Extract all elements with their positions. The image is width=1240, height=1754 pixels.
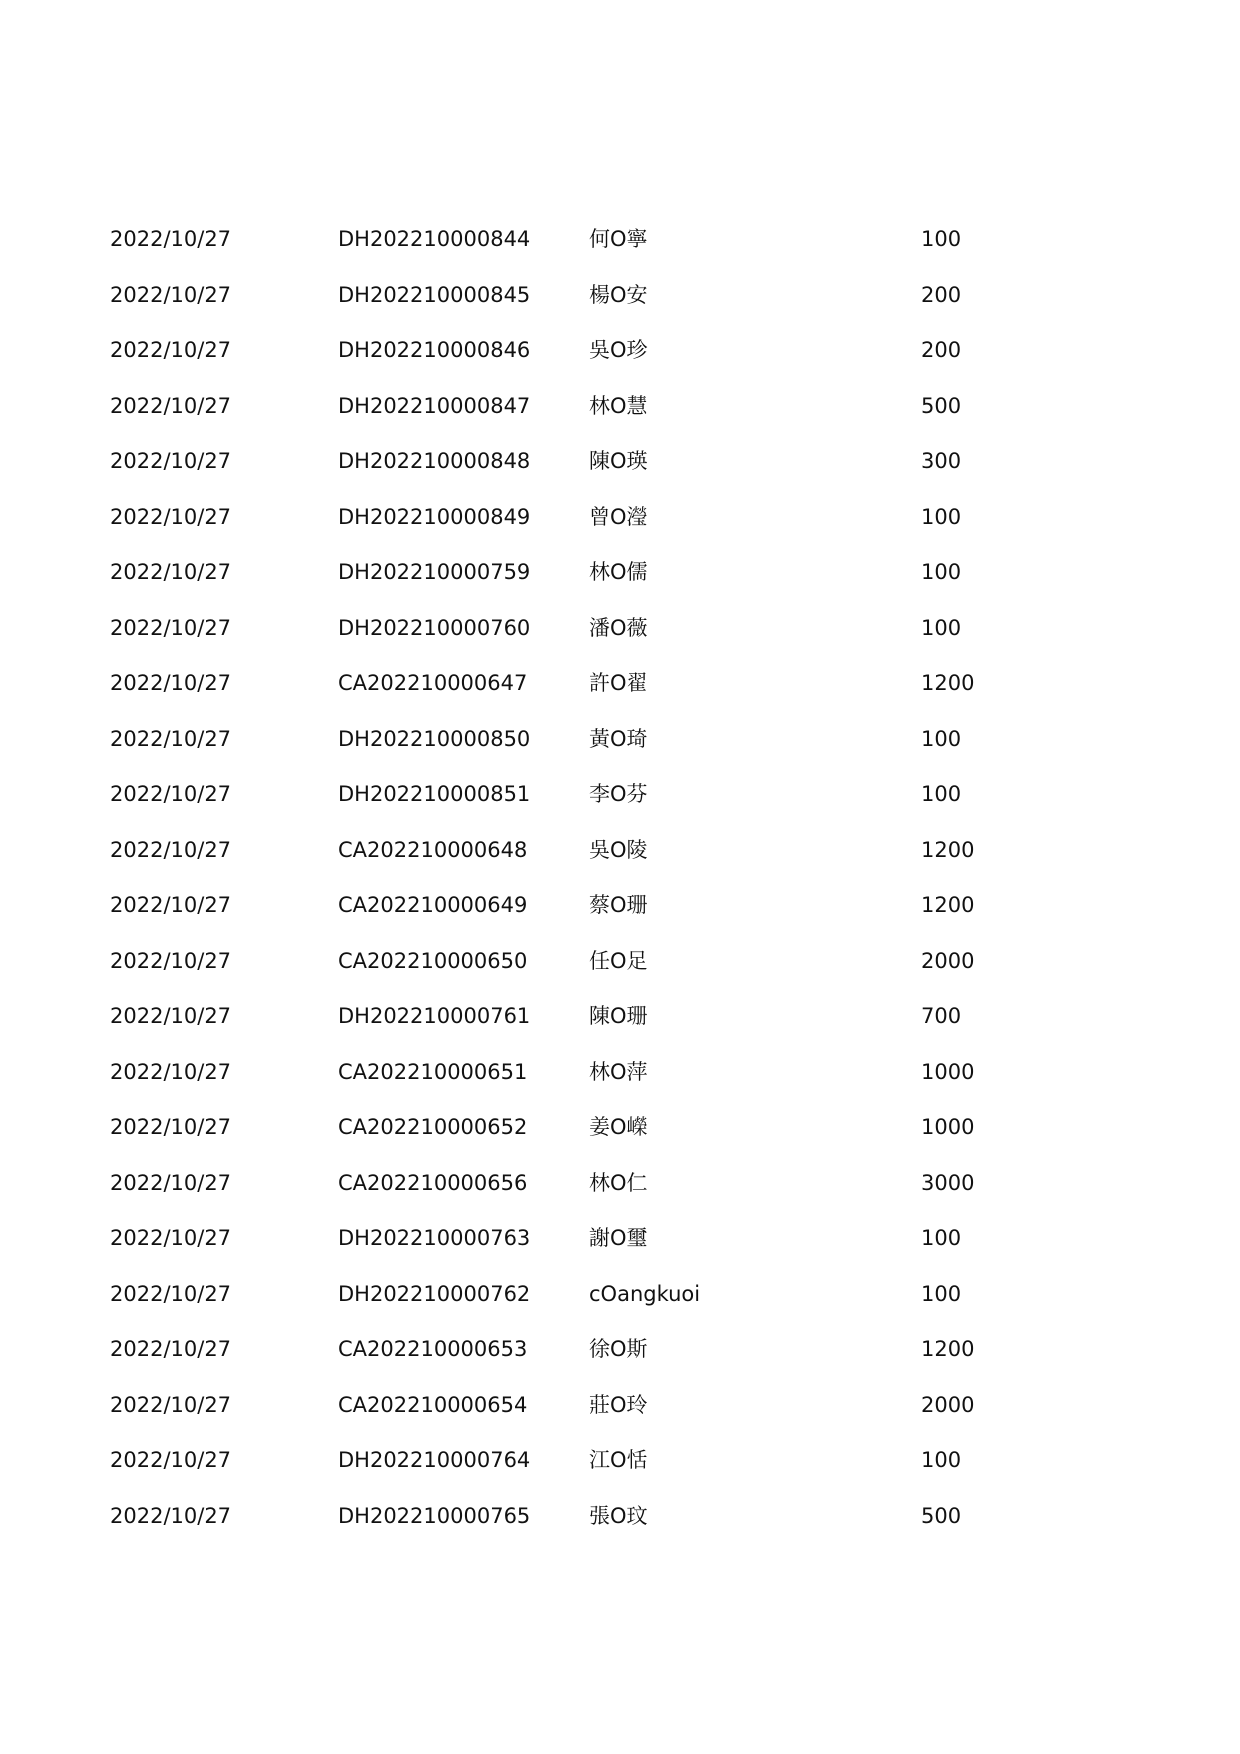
date-cell: 2022/10/27: [110, 1059, 232, 1084]
table-row: [110, 323, 1010, 379]
receipt-id-cell: CA202210000649: [338, 893, 528, 917]
table-row: [110, 712, 1010, 768]
receipt-id-cell: DH202210000760: [338, 615, 531, 640]
name-cell: 林O慧: [589, 393, 648, 418]
table-row: [110, 1489, 1010, 1545]
amount-cell: 1200: [921, 1337, 975, 1361]
date-cell: 2022/10/27: [110, 671, 232, 695]
date-cell: 2022/10/27: [110, 948, 232, 973]
amount-cell: 2000: [921, 1392, 975, 1417]
table-row: [110, 601, 1010, 657]
receipt-id-cell: DH202210000763: [338, 1226, 531, 1250]
table-row: [110, 656, 1010, 712]
receipt-id-cell: DH202210000844: [338, 227, 531, 251]
date-cell: 2022/10/27: [110, 282, 232, 307]
amount-cell: 100: [921, 1448, 962, 1472]
amount-cell: 100: [921, 615, 962, 640]
amount-cell: 1200: [921, 893, 975, 917]
donation-table: [110, 212, 1010, 1544]
amount-cell: 100: [921, 782, 962, 806]
date-cell: 2022/10/27: [110, 782, 232, 806]
table-row: [110, 212, 1010, 268]
name-cell: 陳O瑛: [589, 449, 648, 473]
amount-cell: 700: [921, 1004, 962, 1028]
table-row: [110, 823, 1010, 879]
table-row: [110, 379, 1010, 435]
receipt-id-cell: CA202210000651: [338, 1059, 528, 1084]
name-cell: 林O仁: [589, 1170, 648, 1195]
table-row: [110, 934, 1010, 990]
table-row: [110, 767, 1010, 823]
amount-cell: 100: [921, 227, 962, 251]
receipt-id-cell: DH202210000762: [338, 1281, 531, 1306]
receipt-id-cell: CA202210000654: [338, 1392, 528, 1417]
table-row: [110, 989, 1010, 1045]
receipt-id-cell: CA202210000656: [338, 1170, 528, 1195]
table-row: [110, 1045, 1010, 1101]
date-cell: 2022/10/27: [110, 1337, 232, 1361]
date-cell: 2022/10/27: [110, 1448, 232, 1472]
amount-cell: 500: [921, 393, 962, 418]
name-cell: 李O芬: [589, 782, 648, 806]
date-cell: 2022/10/27: [110, 1170, 232, 1195]
name-cell: 黃O琦: [589, 726, 648, 751]
table-row: [110, 1378, 1010, 1434]
table-row: [110, 490, 1010, 546]
date-cell: 2022/10/27: [110, 615, 232, 640]
amount-cell: 100: [921, 1226, 962, 1250]
name-cell: 楊O安: [589, 282, 648, 307]
amount-cell: 1200: [921, 837, 975, 862]
name-cell: 許O翟: [589, 671, 648, 695]
name-cell: 吳O陵: [589, 837, 648, 862]
date-cell: 2022/10/27: [110, 726, 232, 751]
date-cell: 2022/10/27: [110, 1281, 232, 1306]
name-cell: 蔡O珊: [589, 893, 648, 917]
amount-cell: 1000: [921, 1059, 975, 1084]
receipt-id-cell: DH202210000849: [338, 504, 531, 529]
amount-cell: 1000: [921, 1115, 975, 1139]
amount-cell: 100: [921, 1281, 962, 1306]
receipt-id-cell: DH202210000851: [338, 782, 531, 806]
date-cell: 2022/10/27: [110, 1115, 232, 1139]
table-row: [110, 1211, 1010, 1267]
amount-cell: 200: [921, 338, 962, 362]
date-cell: 2022/10/27: [110, 393, 232, 418]
table-row: [110, 434, 1010, 490]
name-cell: 莊O玲: [589, 1392, 648, 1417]
name-cell: 林O儒: [589, 560, 648, 584]
receipt-id-cell: DH202210000850: [338, 726, 531, 751]
name-cell: 吳O珍: [589, 338, 648, 362]
date-cell: 2022/10/27: [110, 1503, 232, 1528]
receipt-id-cell: CA202210000653: [338, 1337, 528, 1361]
amount-cell: 100: [921, 726, 962, 751]
receipt-id-cell: DH202210000761: [338, 1004, 531, 1028]
name-cell: 陳O珊: [589, 1004, 648, 1028]
receipt-id-cell: DH202210000848: [338, 449, 531, 473]
receipt-id-cell: CA202210000647: [338, 671, 528, 695]
name-cell: 姜O嶸: [589, 1115, 648, 1139]
date-cell: 2022/10/27: [110, 560, 232, 584]
table-row: [110, 1156, 1010, 1212]
name-cell: 徐O斯: [589, 1337, 648, 1361]
amount-cell: 3000: [921, 1170, 975, 1195]
amount-cell: 200: [921, 282, 962, 307]
receipt-id-cell: DH202210000765: [338, 1503, 531, 1528]
receipt-id-cell: CA202210000650: [338, 948, 528, 973]
amount-cell: 100: [921, 504, 962, 529]
date-cell: 2022/10/27: [110, 338, 232, 362]
amount-cell: 300: [921, 449, 962, 473]
date-cell: 2022/10/27: [110, 1226, 232, 1250]
date-cell: 2022/10/27: [110, 227, 232, 251]
table-row: [110, 1433, 1010, 1489]
name-cell: 張O玟: [589, 1503, 648, 1528]
name-cell: 謝O璽: [589, 1226, 648, 1250]
table-row: [110, 268, 1010, 324]
amount-cell: 2000: [921, 948, 975, 973]
name-cell: 江O恬: [589, 1448, 648, 1472]
receipt-id-cell: DH202210000764: [338, 1448, 531, 1472]
date-cell: 2022/10/27: [110, 449, 232, 473]
date-cell: 2022/10/27: [110, 1004, 232, 1028]
amount-cell: 100: [921, 560, 962, 584]
date-cell: 2022/10/27: [110, 893, 232, 917]
date-cell: 2022/10/27: [110, 1392, 232, 1417]
receipt-id-cell: DH202210000847: [338, 393, 531, 418]
table-row: [110, 1322, 1010, 1378]
table-row: [110, 545, 1010, 601]
table-row: [110, 878, 1010, 934]
amount-cell: 500: [921, 1503, 962, 1528]
name-cell: 任O足: [589, 948, 648, 973]
name-cell: 曾O瀅: [589, 504, 648, 529]
date-cell: 2022/10/27: [110, 504, 232, 529]
name-cell: cOangkuoi: [589, 1281, 701, 1306]
receipt-id-cell: DH202210000759: [338, 560, 531, 584]
amount-cell: 1200: [921, 671, 975, 695]
receipt-id-cell: DH202210000846: [338, 338, 531, 362]
name-cell: 潘O薇: [589, 615, 648, 640]
date-cell: 2022/10/27: [110, 837, 232, 862]
receipt-id-cell: CA202210000648: [338, 837, 528, 862]
name-cell: 林O萍: [589, 1059, 648, 1084]
receipt-id-cell: DH202210000845: [338, 282, 531, 307]
name-cell: 何O寧: [589, 227, 648, 251]
table-row: [110, 1267, 1010, 1323]
table-row: [110, 1100, 1010, 1156]
receipt-id-cell: CA202210000652: [338, 1115, 528, 1139]
